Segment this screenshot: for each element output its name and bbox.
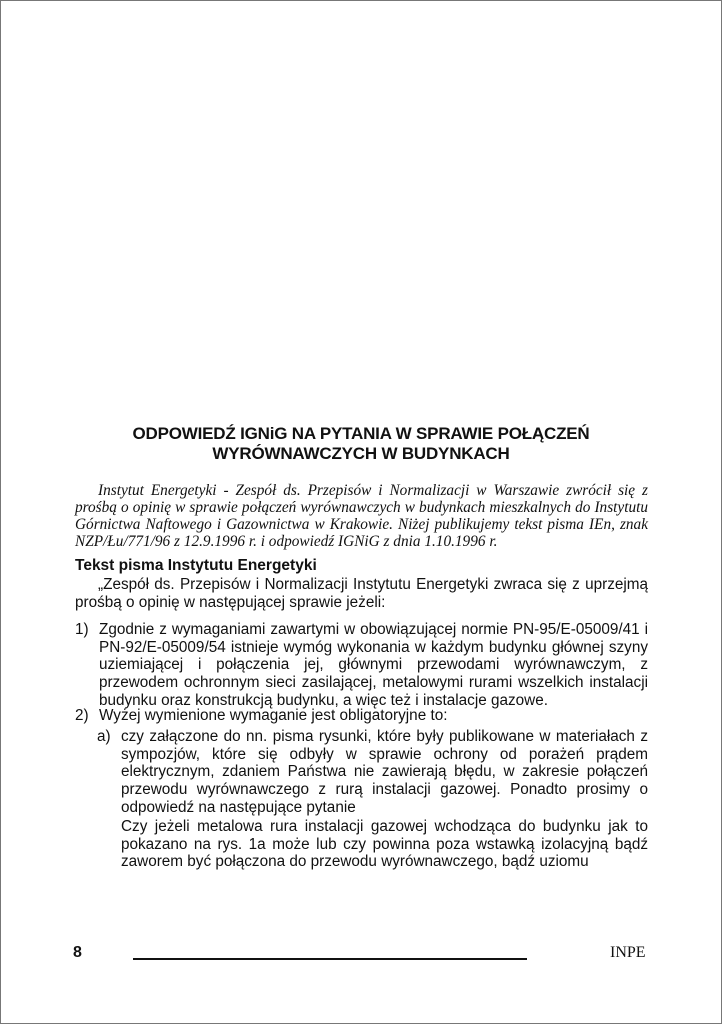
list-item-text: Zgodnie z wymaganiami zawartymi w obowiązującej normie PN-95/E-05009/41 i PN-92/E-05009/54 istnieje wymóg wykonania w każdym budynku głównej szyny uziemiającej i połączenia jej, głównymi przewodami wyrównawczym, z przewodem ochronnym sieci zasilającej, metalowymi rurami wszelkich instalacji budynku oraz konstrukcją budynku, a więc też i instalacje gazowe. — [99, 621, 648, 709]
article-title — [60, 424, 662, 464]
continuation-paragraph: Czy jeżeli metalowa rura instalacji gazowej wchodząca do budynku jak to pokazano na rys. 1a może lub czy powinna poza wstawką izolacyjną bądź zaworem być połączona do przewodu wyrównawczego, bądź uziomu — [121, 818, 648, 871]
opening-paragraph: „Zespół ds. Przepisów i Normalizacji Instytutu Energetyki zwraca się z uprzejmą prośbą o opinię w następującej sprawie jeżeli: — [75, 576, 648, 611]
list-item-number: 2) — [75, 707, 89, 724]
footer-rule — [133, 958, 527, 960]
section-heading: Tekst pisma Instytutu Energetyki — [75, 557, 317, 574]
list-item-number: 1) — [75, 621, 89, 638]
title-line-2: WYRÓWNAWCZYCH W BUDYNKACH — [212, 444, 510, 463]
page-number: 8 — [73, 944, 82, 961]
sub-list-item-letter: a) — [97, 728, 111, 745]
intro-paragraph: Instytut Energetyki - Zespół ds. Przepisów i Normalizacji w Warszawie zwrócił się z prośbą o opinię w sprawie połączeń wyrównawczych w budynkach mieszkalnych do Instytutu Górnictwa Naftowego i Gazownictwa w Krakowie. Niżej publikujemy tekst pisma IEn, znak NZP/Łu/771/96 z 12.9.1996 r. i odpowiedź IGNiG z dnia 1.10.1996 r. — [75, 482, 648, 550]
publication-name: INPE — [610, 944, 646, 961]
title-line-1: ODPOWIEDŹ IGNiG NA PYTANIA W SPRAWIE POŁĄCZEŃ — [132, 424, 590, 443]
list-item-text: Wyżej wymienione wymaganie jest obligatoryjne to: — [99, 707, 448, 724]
sub-list-item-text: czy załączone do nn. pisma rysunki, które były publikowane w materiałach z sympozjów, które się odbyły w sprawie ochrony od porażeń prądem elektrycznym, zdaniem Państwa nie zawierają błędu, w zakresie połączeń przewodu wyrównawczego z rurą instalacji gazowej. Ponadto prosimy o odpowiedź na następujące pytanie — [121, 728, 648, 816]
